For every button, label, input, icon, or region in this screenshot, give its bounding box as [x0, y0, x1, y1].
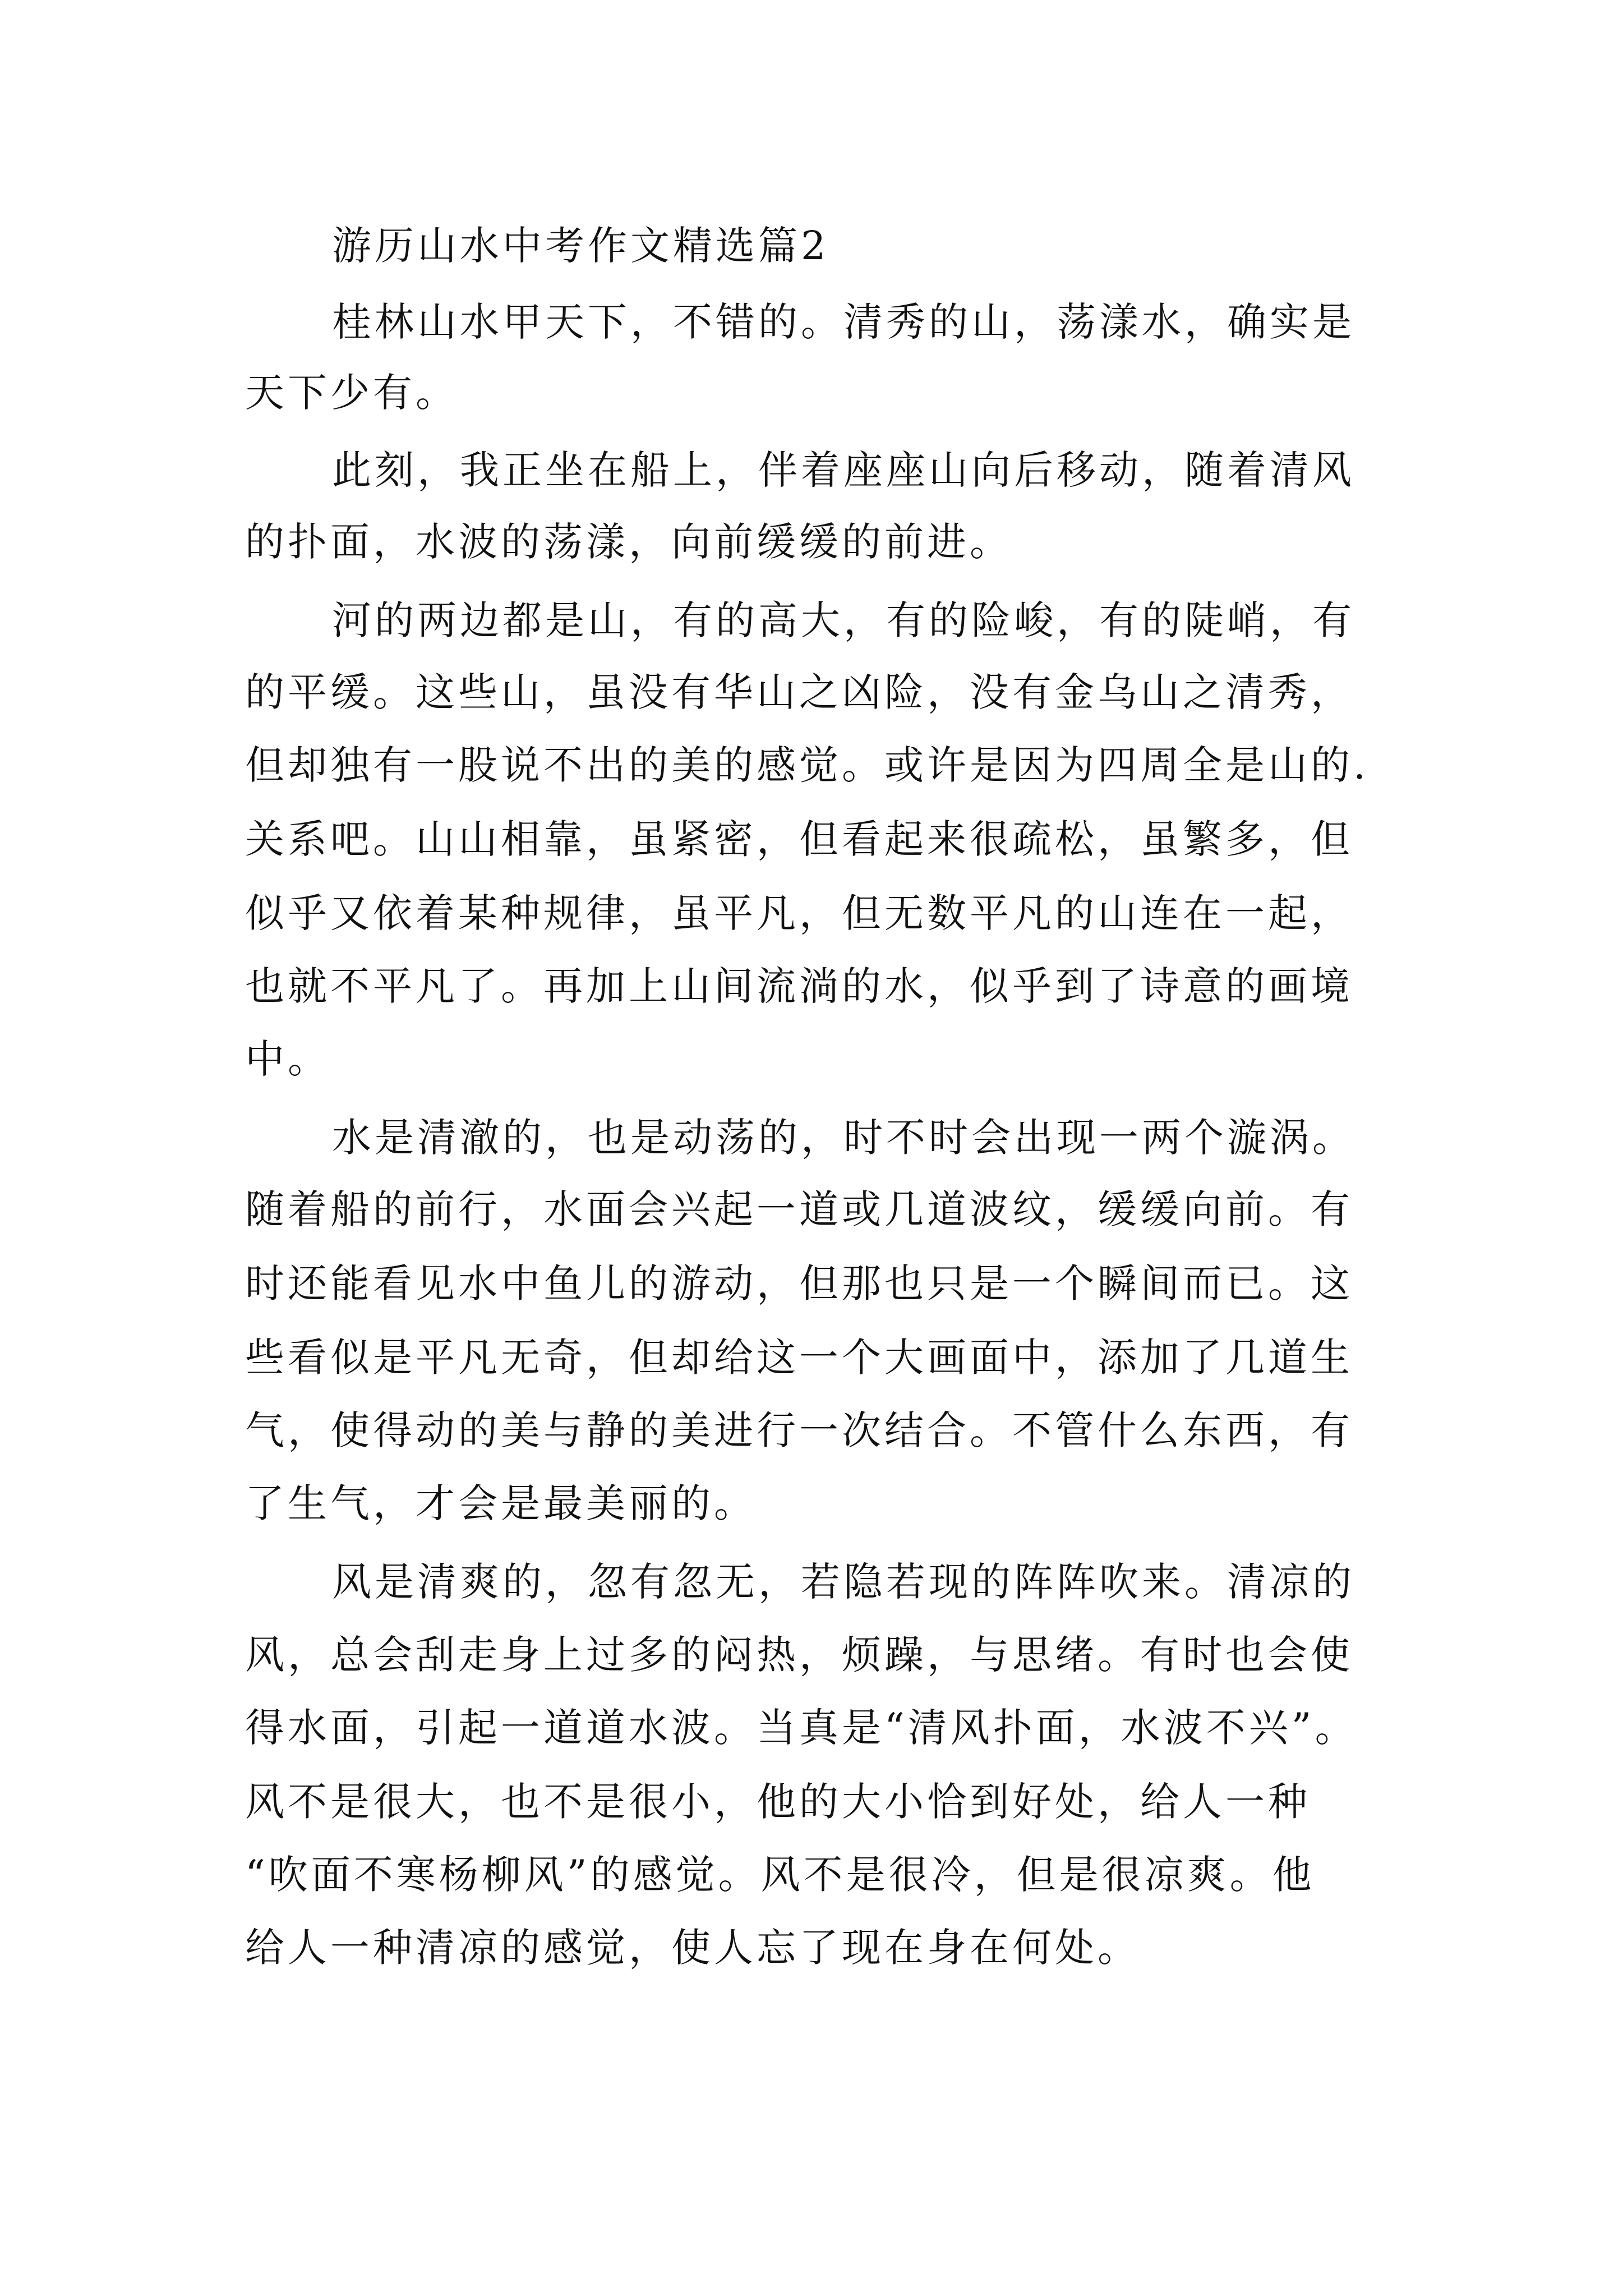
text-line: 河的两边都是山，有的高大，有的险峻，有的陡峭，有	[332, 597, 1355, 643]
text-line: 给人一种清凉的感觉，使人忘了现在身在何处。	[245, 1925, 1140, 1971]
text-line: 的扑面，水波的荡漾，向前缓缓的前进。	[245, 519, 1012, 565]
text-line: 得水面，引起一道道水波。当真是“清风扑面，水波不兴”。	[245, 1705, 1358, 1751]
text-line: 但却独有一股说不出的美的感觉。或许是因为四周全是山的.	[245, 742, 1370, 788]
document-title: 游历山水中考作文精选篇2	[332, 223, 829, 269]
text-line: 风是清爽的，忽有忽无，若隐若现的阵阵吹来。清凉的	[332, 1559, 1355, 1605]
text-line: 天下少有。	[245, 370, 458, 416]
text-line: 随着船的前行，水面会兴起一道或几道波纹，缓缓向前。有	[245, 1186, 1353, 1232]
text-line: 了生气，才会是最美丽的。	[245, 1480, 757, 1526]
text-line: 似乎又依着某种规律，虽平凡，但无数平凡的山连在一起，	[245, 890, 1353, 936]
text-line: 此刻，我正坐在船上，伴着座座山向后移动，随着清风	[332, 447, 1355, 493]
text-line: “吹面不寒杨柳风”的感觉。风不是很冷，但是很凉爽。他	[245, 1852, 1315, 1898]
text-line: 的平缓。这些山，虽没有华山之凶险，没有金乌山之清秀，	[245, 669, 1353, 715]
text-line: 风，总会刮走身上过多的闷热，烦躁，与思绪。有时也会使	[245, 1632, 1353, 1678]
text-line: 中。	[245, 1036, 330, 1082]
text-line: 气，使得动的美与静的美进行一次结合。不管什么东西，有	[245, 1407, 1353, 1453]
text-line: 水是清澈的，也是动荡的，时不时会出现一两个漩涡。	[332, 1115, 1355, 1161]
text-line: 桂林山水甲天下，不错的。清秀的山，荡漾水，确实是	[332, 299, 1355, 345]
text-line: 时还能看见水中鱼儿的游动，但那也只是一个瞬间而已。这	[245, 1260, 1353, 1306]
text-line: 关系吧。山山相靠，虽紧密，但看起来很疏松，虽繁多，但	[245, 816, 1353, 862]
text-line: 风不是很大，也不是很小，他的大小恰到好处，给人一种	[245, 1779, 1311, 1825]
text-line: 些看似是平凡无奇，但却给这一个大画面中，添加了几道生	[245, 1335, 1353, 1381]
text-line: 也就不平凡了。再加上山间流淌的水，似乎到了诗意的画境	[245, 963, 1353, 1009]
